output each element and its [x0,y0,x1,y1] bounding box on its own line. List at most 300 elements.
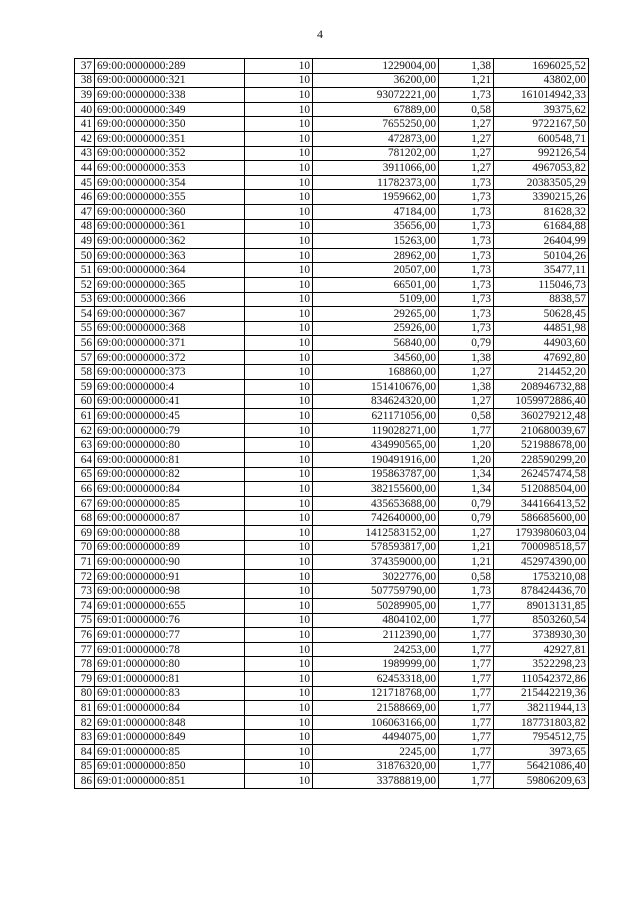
row-number-cell: 43 [75,146,95,161]
coefficient-cell: 1,38 [439,350,494,365]
coefficient-cell: 1,21 [439,73,494,88]
coefficient-cell: 1,38 [439,59,494,74]
group-cell: 10 [245,380,313,395]
coefficient-cell: 1,34 [439,482,494,497]
cadastral-number-cell: 69:00:0000000:80 [95,438,245,453]
row-number-cell: 67 [75,496,95,511]
table-row [75,59,589,74]
area-cell: 195863787,00 [313,467,439,482]
cadastral-number-cell: 69:01:0000000:81 [95,671,245,686]
table-row [75,511,589,526]
coefficient-cell: 1,77 [439,730,494,745]
table-row [75,613,589,628]
table-row [75,277,589,292]
table-row [75,438,589,453]
group-cell: 10 [245,394,313,409]
area-cell: 36200,00 [313,73,439,88]
cadastral-number-cell: 69:00:0000000:81 [95,453,245,468]
group-cell: 10 [245,671,313,686]
coefficient-cell: 1,27 [439,365,494,380]
coefficient-cell: 1,73 [439,248,494,263]
area-cell: 106063166,00 [313,715,439,730]
value-cell: 360279212,48 [494,409,589,424]
row-number-cell: 39 [75,88,95,103]
group-cell: 10 [245,307,313,322]
cadastral-number-cell: 69:01:0000000:78 [95,642,245,657]
area-cell: 15263,00 [313,234,439,249]
coefficient-cell: 1,73 [439,277,494,292]
row-number-cell: 50 [75,248,95,263]
group-cell: 10 [245,744,313,759]
table-row [75,423,589,438]
cadastral-number-cell: 69:00:0000000:367 [95,307,245,322]
table-row [75,598,589,613]
row-number-cell: 76 [75,628,95,643]
area-cell: 35656,00 [313,219,439,234]
value-cell: 3973,65 [494,744,589,759]
value-cell: 44903,60 [494,336,589,351]
cadastral-number-cell: 69:00:0000000:82 [95,467,245,482]
area-cell: 507759790,00 [313,584,439,599]
table-row [75,409,589,424]
value-cell: 586685600,00 [494,511,589,526]
coefficient-cell: 1,73 [439,190,494,205]
table-row [75,219,589,234]
row-number-cell: 85 [75,759,95,774]
table-row [75,569,589,584]
row-number-cell: 79 [75,671,95,686]
group-cell: 10 [245,117,313,132]
cadastral-number-cell: 69:00:0000000:84 [95,482,245,497]
value-cell: 452974390,00 [494,555,589,570]
coefficient-cell: 0,58 [439,569,494,584]
group-cell: 10 [245,598,313,613]
value-cell: 161014942,33 [494,88,589,103]
table-row [75,540,589,555]
row-number-cell: 65 [75,467,95,482]
value-cell: 50628,45 [494,307,589,322]
group-cell: 10 [245,219,313,234]
group-cell: 10 [245,161,313,176]
cadastral-number-cell: 69:00:0000000:338 [95,88,245,103]
cadastral-value-table [74,58,589,789]
cadastral-number-cell: 69:00:0000000:289 [95,59,245,74]
value-cell: 26404,99 [494,234,589,249]
row-number-cell: 69 [75,526,95,541]
area-cell: 2245,00 [313,744,439,759]
coefficient-cell: 1,27 [439,394,494,409]
coefficient-cell: 0,79 [439,336,494,351]
cadastral-number-cell: 69:01:0000000:76 [95,613,245,628]
area-cell: 1229004,00 [313,59,439,74]
table-row [75,496,589,511]
group-cell: 10 [245,496,313,511]
value-cell: 1753210,08 [494,569,589,584]
coefficient-cell: 1,27 [439,131,494,146]
coefficient-cell: 1,38 [439,380,494,395]
coefficient-cell: 1,77 [439,715,494,730]
row-number-cell: 63 [75,438,95,453]
area-cell: 56840,00 [313,336,439,351]
group-cell: 10 [245,146,313,161]
area-cell: 24253,00 [313,642,439,657]
area-cell: 1989999,00 [313,657,439,672]
cadastral-number-cell: 69:00:0000000:365 [95,277,245,292]
row-number-cell: 84 [75,744,95,759]
row-number-cell: 48 [75,219,95,234]
value-cell: 35477,11 [494,263,589,278]
cadastral-number-cell: 69:01:0000000:83 [95,686,245,701]
table-row [75,701,589,716]
group-cell: 10 [245,248,313,263]
area-cell: 50289905,00 [313,598,439,613]
group-cell: 10 [245,73,313,88]
group-cell: 10 [245,175,313,190]
value-cell: 56421086,40 [494,759,589,774]
table-row [75,380,589,395]
group-cell: 10 [245,234,313,249]
table-row [75,744,589,759]
coefficient-cell: 1,73 [439,88,494,103]
coefficient-cell: 1,27 [439,117,494,132]
area-cell: 119028271,00 [313,423,439,438]
area-cell: 382155600,00 [313,482,439,497]
value-cell: 4967053,82 [494,161,589,176]
table-row [75,555,589,570]
value-cell: 9722167,50 [494,117,589,132]
row-number-cell: 78 [75,657,95,672]
value-cell: 44851,98 [494,321,589,336]
value-cell: 600548,71 [494,131,589,146]
row-number-cell: 40 [75,102,95,117]
value-cell: 1696025,52 [494,59,589,74]
row-number-cell: 56 [75,336,95,351]
value-cell: 61684,88 [494,219,589,234]
table-body [75,59,589,789]
value-cell: 208946732,88 [494,380,589,395]
value-cell: 228590299,20 [494,453,589,468]
group-cell: 10 [245,482,313,497]
area-cell: 121718768,00 [313,686,439,701]
group-cell: 10 [245,88,313,103]
table-row [75,263,589,278]
area-cell: 834624320,00 [313,394,439,409]
area-cell: 21588669,00 [313,701,439,716]
table-row [75,394,589,409]
table-row [75,161,589,176]
value-cell: 512088504,00 [494,482,589,497]
coefficient-cell: 1,27 [439,526,494,541]
table-row [75,453,589,468]
table-row [75,73,589,88]
value-cell: 521988678,00 [494,438,589,453]
table-row [75,350,589,365]
area-cell: 20507,00 [313,263,439,278]
value-cell: 89013131,85 [494,598,589,613]
group-cell: 10 [245,759,313,774]
area-cell: 151410676,00 [313,380,439,395]
group-cell: 10 [245,350,313,365]
coefficient-cell: 1,34 [439,467,494,482]
group-cell: 10 [245,569,313,584]
area-cell: 93072221,00 [313,88,439,103]
table-row [75,584,589,599]
table-row [75,175,589,190]
cadastral-number-cell: 69:00:0000000:349 [95,102,245,117]
table-row [75,730,589,745]
row-number-cell: 49 [75,234,95,249]
group-cell: 10 [245,467,313,482]
group-cell: 10 [245,438,313,453]
coefficient-cell: 1,21 [439,540,494,555]
table-row [75,526,589,541]
row-number-cell: 60 [75,394,95,409]
cadastral-number-cell: 69:01:0000000:77 [95,628,245,643]
row-number-cell: 73 [75,584,95,599]
group-cell: 10 [245,628,313,643]
page-number: 4 [317,27,323,41]
cadastral-number-cell: 69:00:0000000:366 [95,292,245,307]
table-row [75,774,589,789]
area-cell: 472873,00 [313,131,439,146]
row-number-cell: 71 [75,555,95,570]
row-number-cell: 38 [75,73,95,88]
area-cell: 190491916,00 [313,453,439,468]
value-cell: 187731803,82 [494,715,589,730]
coefficient-cell: 1,20 [439,453,494,468]
coefficient-cell: 1,77 [439,686,494,701]
group-cell: 10 [245,409,313,424]
row-number-cell: 75 [75,613,95,628]
coefficient-cell: 1,77 [439,701,494,716]
area-cell: 4804102,00 [313,613,439,628]
value-cell: 115046,73 [494,277,589,292]
row-number-cell: 86 [75,774,95,789]
cadastral-number-cell: 69:00:0000000:321 [95,73,245,88]
row-number-cell: 81 [75,701,95,716]
area-cell: 25926,00 [313,321,439,336]
cadastral-number-cell: 69:00:0000000:4 [95,380,245,395]
row-number-cell: 59 [75,380,95,395]
coefficient-cell: 1,27 [439,161,494,176]
group-cell: 10 [245,292,313,307]
cadastral-number-cell: 69:00:0000000:363 [95,248,245,263]
area-cell: 7655250,00 [313,117,439,132]
coefficient-cell: 0,58 [439,102,494,117]
cadastral-number-cell: 69:00:0000000:350 [95,117,245,132]
group-cell: 10 [245,204,313,219]
value-cell: 38211944,13 [494,701,589,716]
value-cell: 992126,54 [494,146,589,161]
value-cell: 81628,32 [494,204,589,219]
area-cell: 62453318,00 [313,671,439,686]
coefficient-cell: 1,77 [439,759,494,774]
value-cell: 8838,57 [494,292,589,307]
table-row [75,657,589,672]
table-row [75,117,589,132]
coefficient-cell: 1,77 [439,671,494,686]
cadastral-number-cell: 69:01:0000000:85 [95,744,245,759]
coefficient-cell: 1,73 [439,204,494,219]
value-cell: 47692,80 [494,350,589,365]
value-cell: 344166413,52 [494,496,589,511]
value-cell: 215442219,36 [494,686,589,701]
group-cell: 10 [245,131,313,146]
value-cell: 700098518,57 [494,540,589,555]
group-cell: 10 [245,321,313,336]
row-number-cell: 53 [75,292,95,307]
cadastral-number-cell: 69:00:0000000:85 [95,496,245,511]
coefficient-cell: 1,77 [439,423,494,438]
table-row [75,642,589,657]
area-cell: 374359000,00 [313,555,439,570]
value-cell: 3390215,26 [494,190,589,205]
coefficient-cell: 1,77 [439,657,494,672]
table-row [75,88,589,103]
coefficient-cell: 1,73 [439,321,494,336]
table-row [75,467,589,482]
group-cell: 10 [245,453,313,468]
coefficient-cell: 1,77 [439,774,494,789]
row-number-cell: 57 [75,350,95,365]
group-cell: 10 [245,701,313,716]
coefficient-cell: 1,20 [439,438,494,453]
cadastral-number-cell: 69:00:0000000:41 [95,394,245,409]
cadastral-number-cell: 69:00:0000000:87 [95,511,245,526]
table-row [75,234,589,249]
table-row [75,365,589,380]
coefficient-cell: 1,77 [439,628,494,643]
table-row [75,336,589,351]
value-cell: 39375,62 [494,102,589,117]
area-cell: 4494075,00 [313,730,439,745]
area-cell: 621171056,00 [313,409,439,424]
group-cell: 10 [245,190,313,205]
row-number-cell: 37 [75,59,95,74]
table-row [75,482,589,497]
coefficient-cell: 1,73 [439,584,494,599]
value-cell: 3738930,30 [494,628,589,643]
coefficient-cell: 0,58 [439,409,494,424]
coefficient-cell: 1,73 [439,292,494,307]
group-cell: 10 [245,555,313,570]
cadastral-number-cell: 69:00:0000000:354 [95,175,245,190]
value-cell: 42927,81 [494,642,589,657]
group-cell: 10 [245,657,313,672]
table-row [75,190,589,205]
cadastral-number-cell: 69:00:0000000:364 [95,263,245,278]
table-row [75,715,589,730]
value-cell: 43802,00 [494,73,589,88]
value-cell: 20383505,29 [494,175,589,190]
group-cell: 10 [245,540,313,555]
row-number-cell: 82 [75,715,95,730]
group-cell: 10 [245,613,313,628]
row-number-cell: 52 [75,277,95,292]
value-cell: 110542372,86 [494,671,589,686]
group-cell: 10 [245,277,313,292]
group-cell: 10 [245,511,313,526]
area-cell: 67889,00 [313,102,439,117]
value-cell: 1793980603,04 [494,526,589,541]
row-number-cell: 42 [75,131,95,146]
group-cell: 10 [245,526,313,541]
cadastral-number-cell: 69:00:0000000:373 [95,365,245,380]
row-number-cell: 45 [75,175,95,190]
group-cell: 10 [245,59,313,74]
area-cell: 1412583152,00 [313,526,439,541]
area-cell: 3911066,00 [313,161,439,176]
cadastral-number-cell: 69:00:0000000:88 [95,526,245,541]
cadastral-number-cell: 69:00:0000000:362 [95,234,245,249]
cadastral-number-cell: 69:00:0000000:98 [95,584,245,599]
row-number-cell: 47 [75,204,95,219]
coefficient-cell: 1,77 [439,613,494,628]
value-cell: 59806209,63 [494,774,589,789]
cadastral-number-cell: 69:01:0000000:655 [95,598,245,613]
cadastral-number-cell: 69:00:0000000:45 [95,409,245,424]
cadastral-number-cell: 69:00:0000000:351 [95,131,245,146]
area-cell: 434990565,00 [313,438,439,453]
table-row [75,146,589,161]
row-number-cell: 55 [75,321,95,336]
area-cell: 435653688,00 [313,496,439,511]
group-cell: 10 [245,423,313,438]
table-row [75,628,589,643]
cadastral-number-cell: 69:00:0000000:91 [95,569,245,584]
group-cell: 10 [245,642,313,657]
coefficient-cell: 1,73 [439,219,494,234]
area-cell: 5109,00 [313,292,439,307]
cadastral-number-cell: 69:00:0000000:79 [95,423,245,438]
row-number-cell: 58 [75,365,95,380]
group-cell: 10 [245,584,313,599]
table-row [75,671,589,686]
table-row [75,686,589,701]
cadastral-number-cell: 69:01:0000000:80 [95,657,245,672]
coefficient-cell: 0,79 [439,496,494,511]
table-row [75,102,589,117]
row-number-cell: 62 [75,423,95,438]
row-number-cell: 44 [75,161,95,176]
coefficient-cell: 0,79 [439,511,494,526]
coefficient-cell: 1,27 [439,146,494,161]
cadastral-number-cell: 69:01:0000000:848 [95,715,245,730]
table-row [75,131,589,146]
row-number-cell: 72 [75,569,95,584]
row-number-cell: 70 [75,540,95,555]
area-cell: 781202,00 [313,146,439,161]
row-number-cell: 68 [75,511,95,526]
value-cell: 8503260,54 [494,613,589,628]
area-cell: 31876320,00 [313,759,439,774]
cadastral-number-cell: 69:00:0000000:89 [95,540,245,555]
coefficient-cell: 1,73 [439,234,494,249]
group-cell: 10 [245,365,313,380]
cadastral-number-cell: 69:01:0000000:850 [95,759,245,774]
cadastral-number-cell: 69:01:0000000:851 [95,774,245,789]
group-cell: 10 [245,263,313,278]
area-cell: 11782373,00 [313,175,439,190]
value-cell: 7954512,75 [494,730,589,745]
group-cell: 10 [245,715,313,730]
coefficient-cell: 1,73 [439,307,494,322]
row-number-cell: 64 [75,453,95,468]
table-row [75,292,589,307]
row-number-cell: 41 [75,117,95,132]
cadastral-number-cell: 69:00:0000000:352 [95,146,245,161]
area-cell: 47184,00 [313,204,439,219]
